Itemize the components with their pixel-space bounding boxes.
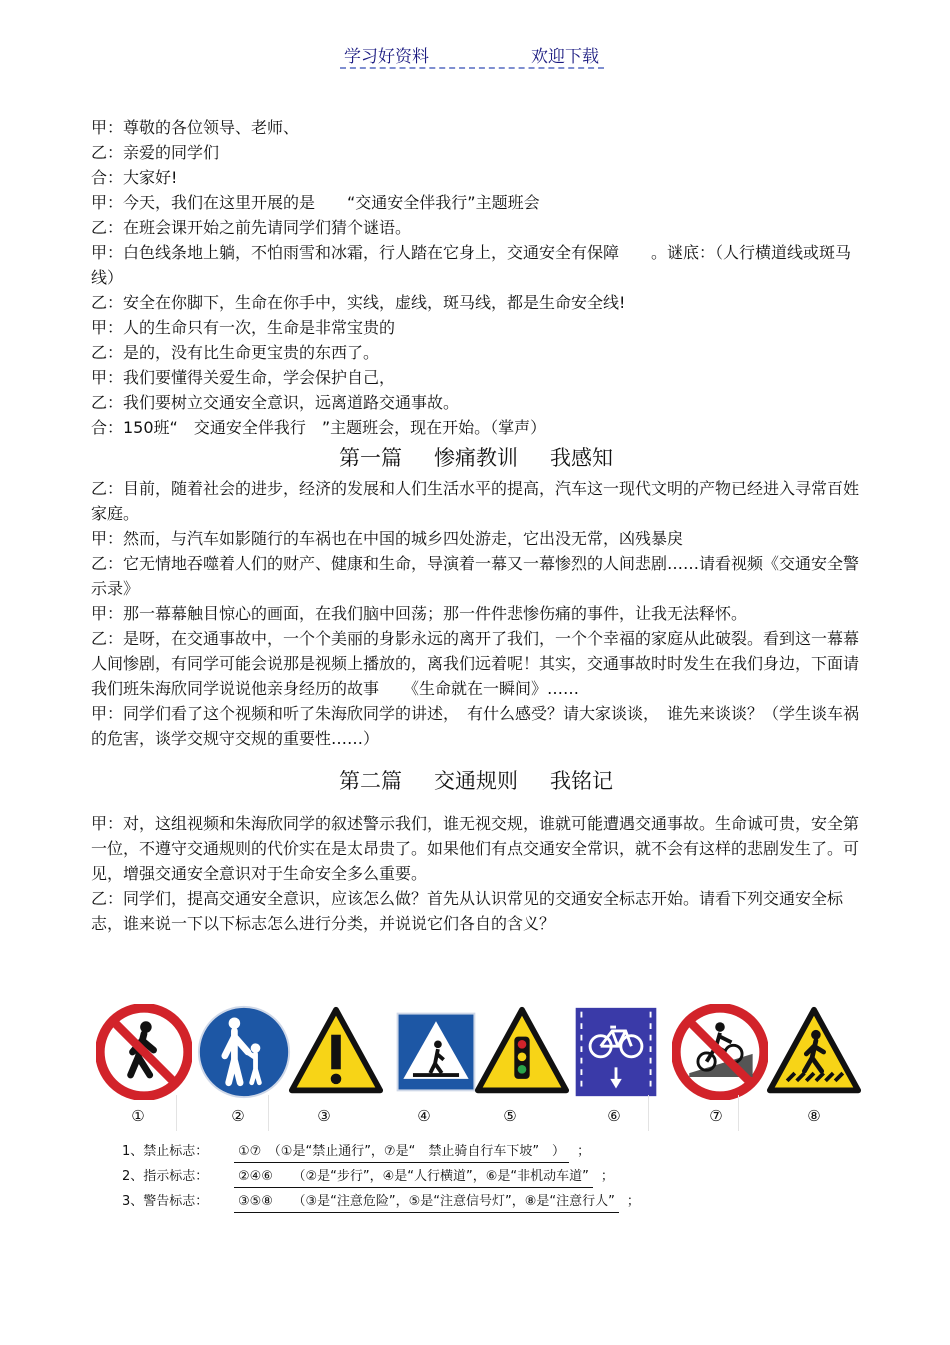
dialogue-line: 乙：是呀，在交通事故中，一个个美丽的身影永远的离开了我们，一个个幸福的家庭从此破裂。看到这一幕幕人间惨剧，有同学可能会说那是视频上播放的，离我们远着呢！其实，交通事故时时发生在我们身边，下面请我们班朱海欣同学说说他亲身经历的故事 《生命就在一瞬间》…… — [91, 629, 860, 698]
dialogue-line: 甲：白色线条地上躺，不怕雨雪和冰霜，行人踏在它身上，交通安全有保障 。谜底：（人行横道线或斑马线） — [91, 243, 852, 287]
dialogue-line: 乙：在班会课开始之前先请同学们猜个谜语。 — [91, 218, 412, 237]
sign-number: ⑦ — [709, 1107, 723, 1125]
dialogue-line: 甲：我们要懂得关爱生命，学会保护自己， — [91, 368, 396, 387]
sign-separator — [176, 1095, 177, 1131]
classification-label: 2、指示标志： — [122, 1169, 209, 1184]
dialogue-line: 甲：人的生命只有一次，生命是非常宝贵的 — [91, 318, 396, 337]
dialogue-line: 甲：对，这组视频和朱海欣同学的叙述警示我们，谁无视交规，谁就可能遭遇交通事故。生命诚可贵，安全第一位，不遵守交通规则的代价实在是太昂贵了。如果他们有点交通安全常识，就不会有这样的悲剧发生了。可见，增强交通安全意识对于生命安全多么重要。 — [91, 814, 860, 883]
sign-number: ③ — [317, 1107, 331, 1125]
classification-prohibition — [122, 1142, 590, 1163]
classification-label: 1、禁止标志： — [122, 1144, 209, 1159]
classification-warning — [122, 1192, 640, 1213]
sign-number: ② — [231, 1107, 245, 1125]
sign-number: ⑥ — [607, 1107, 621, 1125]
classification-answer: ③⑤⑧ （③是“注意危险”，⑤是“注意信号灯”，⑧是“注意行人” — [234, 1192, 619, 1213]
dialogue-line: 乙：我们要树立交通安全意识，远离道路交通事故。 — [91, 393, 460, 412]
no-bicycle-downhill-sign-icon — [672, 1004, 768, 1100]
section-heading-2 — [91, 765, 861, 797]
sign-number: ⑧ — [807, 1107, 821, 1125]
classification-end: ； — [626, 1194, 640, 1209]
script-content — [91, 115, 861, 936]
section-heading-part: 惨痛教训 — [434, 446, 518, 470]
section-heading-1 — [91, 442, 861, 474]
classification-label: 3、警告标志： — [122, 1194, 209, 1209]
dialogue-line: 乙：它无情地吞噬着人们的财产、健康和生命，导演着一幕又一幕惨烈的人间悲剧……请看视频《交通安全警示录》 — [91, 554, 860, 598]
classification-end: ； — [577, 1144, 591, 1159]
dialogue-line: 乙：安全在你脚下，生命在你手中，实线，虚线，斑马线，都是生命安全线! — [91, 293, 626, 312]
dialogue-line: 乙：目前，随着社会的进步，经济的发展和人们生活水平的提高，汽车这一现代文明的产物已经进入寻常百姓家庭。 — [91, 479, 860, 523]
dialogue-line: 乙：亲爱的同学们 — [91, 143, 220, 162]
dialogue-line: 乙：同学们，提高交通安全意识，应该怎么做？首先从认识常见的交通安全标志开始。请看下列交通安全标志，谁来说一下以下标志怎么进行分类，并说说它们各自的含义？ — [91, 889, 844, 933]
bicycle-lane-sign-icon — [568, 1004, 664, 1100]
sign-number: ① — [131, 1107, 145, 1125]
section-heading-part: 交通规则 — [434, 769, 518, 793]
classification-end: ； — [600, 1169, 614, 1184]
sign-number: ⑤ — [503, 1107, 517, 1125]
traffic-light-warning-sign-icon — [474, 1004, 570, 1100]
section-heading-part: 我铭记 — [550, 769, 613, 793]
pedestrian-walk-sign-icon — [196, 1004, 292, 1100]
dialogue-line: 甲：尊敬的各位领导、老师、 — [91, 118, 300, 137]
page-header — [0, 40, 950, 70]
dialogue-line: 乙：是的，没有比生命更宝贵的东西了。 — [91, 343, 380, 362]
dialogue-line: 甲：今天，我们在这里开展的是 “交通安全伴我行”主题班会 — [91, 193, 540, 212]
classification-indication — [122, 1167, 614, 1188]
header-right-text: 欢迎下载 — [531, 47, 599, 67]
watch-pedestrians-sign-icon — [766, 1004, 862, 1100]
section-heading-part: 第二篇 — [339, 769, 402, 793]
dialogue-line: 合：大家好! — [91, 168, 178, 187]
sign-separator — [268, 1095, 269, 1131]
dialogue-line: 合：150班“ 交通安全伴我行 ”主题班会，现在开始。（掌声） — [91, 418, 547, 437]
crosswalk-sign-icon — [388, 1004, 484, 1100]
header-underline — [340, 67, 604, 69]
danger-warning-sign-icon — [288, 1004, 384, 1100]
no-pedestrian-sign-icon — [96, 1004, 192, 1100]
classification-answer: ②④⑥ （②是“步行”，④是“人行横道”，⑥是“非机动车道” — [234, 1167, 593, 1188]
section-heading-part: 第一篇 — [339, 446, 402, 470]
classification-answer: ①⑦ （①是“禁止通行”，⑦是“ 禁止骑自行车下坡” ） — [234, 1142, 569, 1163]
dialogue-line: 甲：同学们看了这个视频和听了朱海欣同学的讲述， 有什么感受？请大家谈谈， 谁先来谈谈？（学生谈车祸的危害，谈学交规守交规的重要性……） — [91, 704, 860, 748]
dialogue-line: 甲：然而，与汽车如影随行的车祸也在中国的城乡四处游走，它出没无常，凶残暴戾 — [91, 529, 684, 548]
sign-separator — [648, 1095, 649, 1131]
sign-number: ④ — [417, 1107, 431, 1125]
header-left-text: 学习好资料 — [344, 47, 429, 67]
section-heading-part: 我感知 — [550, 446, 613, 470]
sign-separator — [738, 1095, 739, 1131]
dialogue-line: 甲：那一幕幕触目惊心的画面，在我们脑中回荡；那一件件悲惨伤痛的事件，让我无法释怀。 — [91, 604, 748, 623]
traffic-signs-row — [92, 1004, 872, 1132]
